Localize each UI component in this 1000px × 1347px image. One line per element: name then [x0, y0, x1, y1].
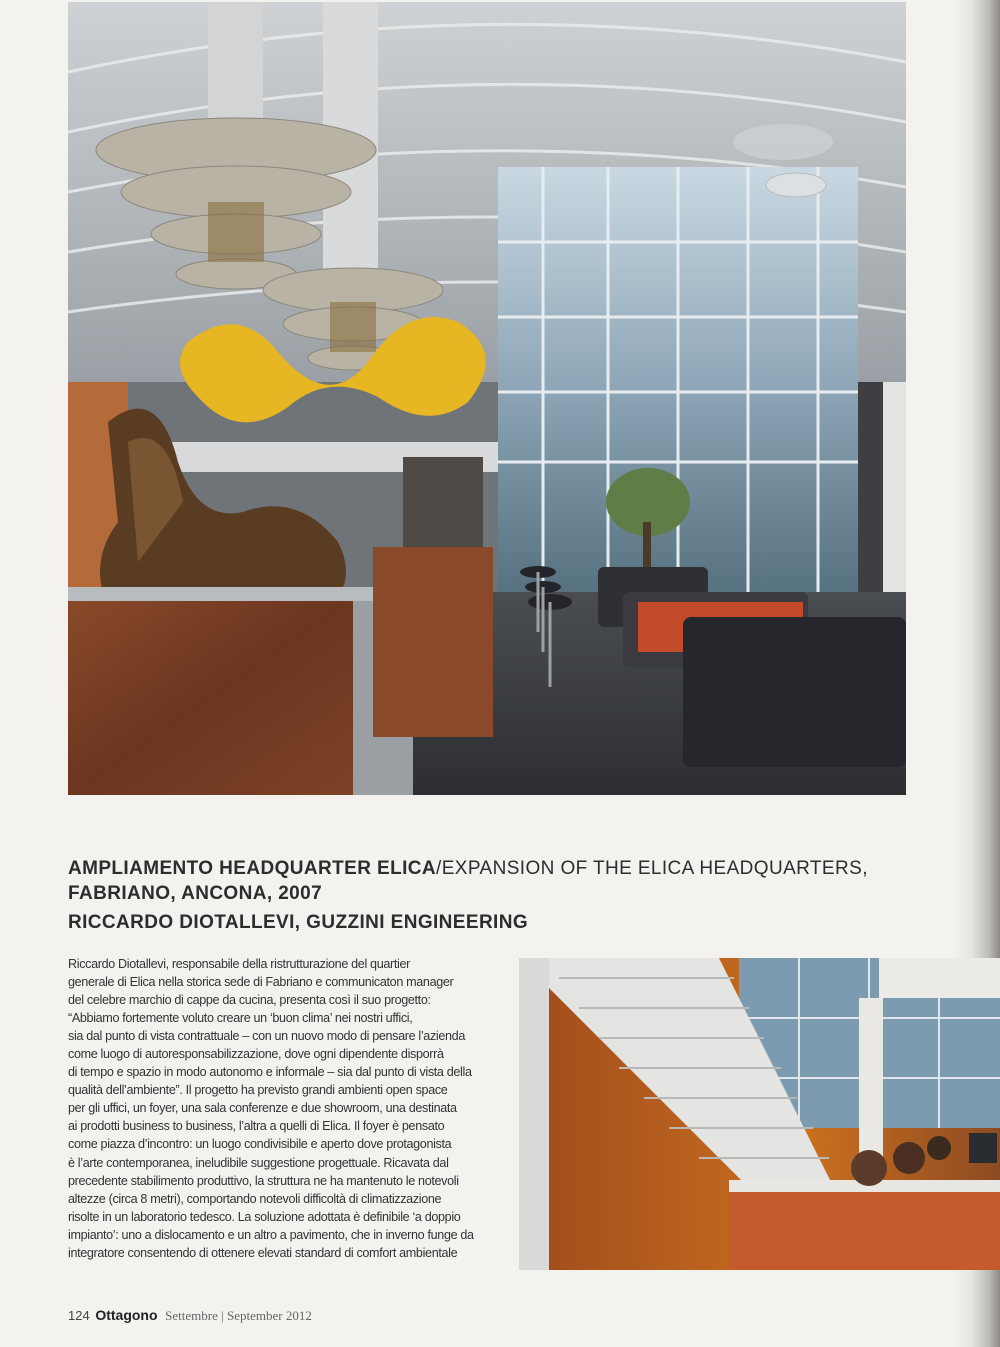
page-footer [68, 1307, 312, 1324]
article-headline [68, 856, 868, 906]
body-line: come luogo di autoresponsabilizzazione, dove ogni dipendente disporrà [68, 1047, 444, 1062]
body-line: qualità dell’ambiente”. Il progetto ha previsto grandi ambienti open space [68, 1083, 448, 1098]
headline-title-bold: AMPLIAMENTO HEADQUARTER ELICA [68, 858, 437, 879]
body-line: sia dal punto di vista contrattuale – con un nuovo modo di pensare l’azienda [68, 1029, 465, 1044]
body-line: integratore consentendo di ottenere elevati standard di comfort ambientale [68, 1245, 458, 1260]
body-line: è l’arte contemporanea, ineludibile suggestione progettuale. Ricavata dal [68, 1155, 449, 1170]
page-number: 124 [68, 1308, 90, 1323]
body-line: impianto’: uno a dislocamento e un altro a pavimento, che in inverno funge da [68, 1227, 474, 1242]
body-line: risolte in un laboratorio tedesco. La soluzione adottata è definibile ‘a doppio [68, 1209, 461, 1224]
body-line: Riccardo Diotallevi, responsabile della ristrutturazione del quartier [68, 957, 410, 971]
body-line: altezze (circa 8 metri), comportando notevoli difficoltà di climatizzazione [68, 1191, 442, 1206]
body-line: di tempo e spazio in modo autonomo e informale – sia dal punto di vista della [68, 1065, 472, 1080]
main-photo [68, 2, 906, 795]
body-line: ai prodotti business to business, l’altra a quelli di Elica. Il foyer è pensato [68, 1119, 445, 1134]
article-body [68, 955, 508, 1262]
body-line: “Abbiamo fortemente voluto creare un ‘buon clima’ nei nostri uffici, [68, 1011, 413, 1026]
magazine-name: Ottagono [95, 1307, 158, 1323]
body-line: come piazza d’incontro: un luogo condivisibile e aperto dove protagonista [68, 1137, 452, 1152]
body-line: precedente stabilimento produttivo, la struttura ne ha mantenuto le notevoli [68, 1173, 459, 1188]
body-line: del celebre marchio di cappe da cucina, presenta così il suo progetto: [68, 993, 431, 1008]
headline-title-english: /EXPANSION OF THE ELICA HEADQUARTERS, [436, 858, 868, 879]
body-line: generale di Elica nella storica sede di Fabriano e communicaton manager [68, 975, 454, 990]
headline-location: FABRIANO, ANCONA, 2007 [68, 883, 323, 904]
issue-date: Settembre | September 2012 [165, 1308, 312, 1323]
article-authors: RICCARDO DIOTALLEVI, GUZZINI ENGINEERING [68, 912, 529, 933]
body-line: per gli uffici, un foyer, una sala conferenze e due showroom, una destinata [68, 1101, 457, 1116]
secondary-photo [519, 958, 1000, 1270]
